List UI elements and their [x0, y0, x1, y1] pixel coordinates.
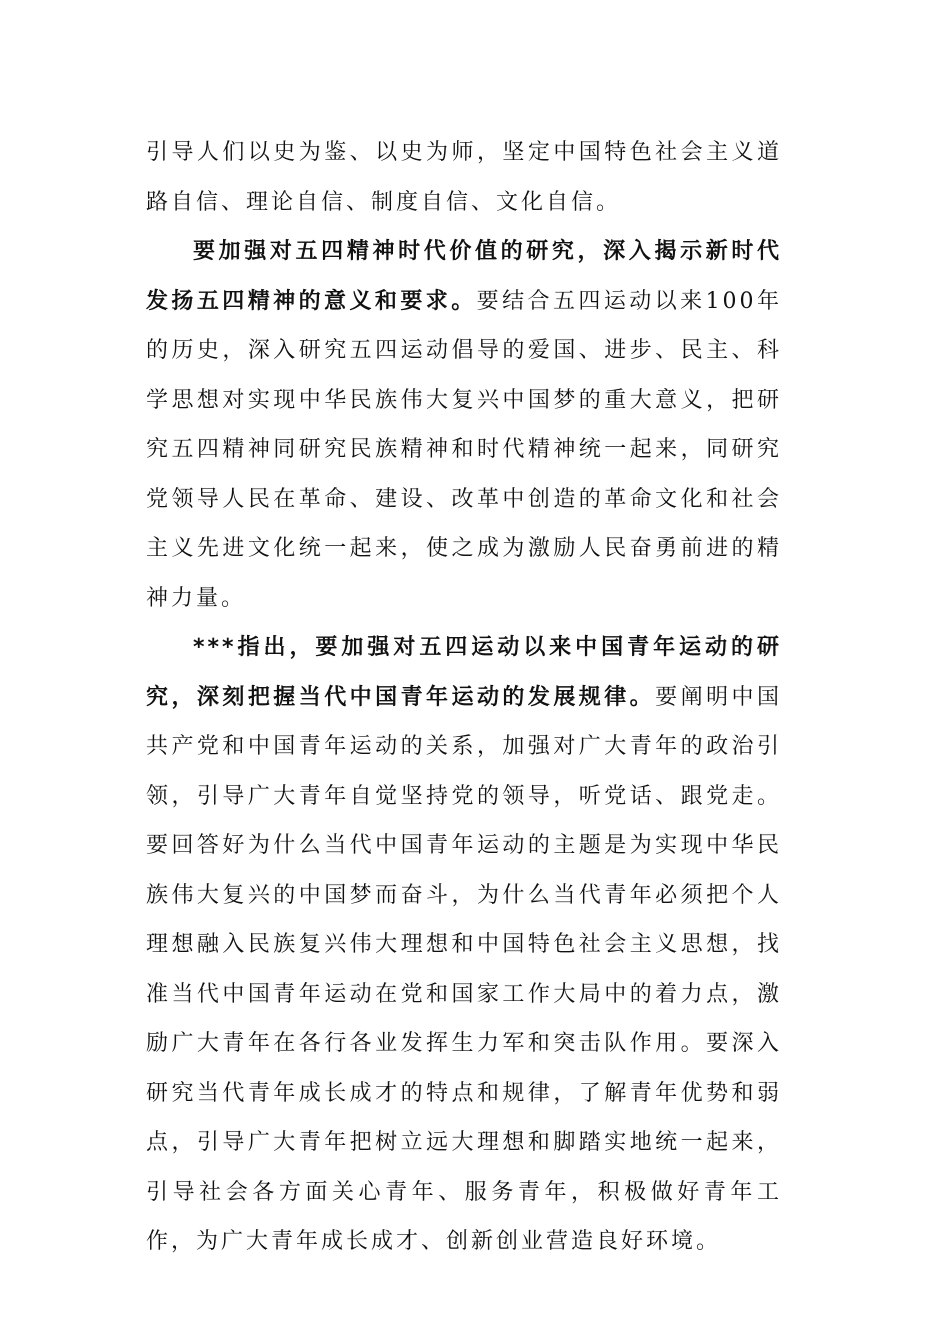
paragraph-3-bold-lead: ***指出，要加强对五四运动以来中国青年运动的研究，深刻把握当代中国青年运动的发展规律。	[146, 635, 782, 710]
paragraph-2-text: 要结合五四运动以来100年的历史，深入研究五四运动倡导的爱国、进步、民主、科学思想对实现中华民族伟大复兴中国梦的重大意义，把研究五四精神同研究民族精神和时代精神统一起来，同研究党领导人民在革命、建设、改革中创造的革命文化和社会主义先进文化统一起来，使之成为激励人民奋勇前进的精神力量。	[146, 288, 782, 611]
paragraph-2	[146, 227, 782, 623]
paragraph-3-text: 要阐明中国共产党和中国青年运动的关系，加强对广大青年的政治引领，引导广大青年自觉坚持党的领导，听党话、跟党走。要回答好为什么当代中国青年运动的主题是为实现中华民族伟大复兴的中国梦而奋斗，为什么当代青年必须把个人理想融入民族复兴伟大理想和中国特色社会主义思想，找准当代中国青年运动在党和国家工作大局中的着力点，激励广大青年在各行各业发挥生力军和突击队作用。要深入研究当代青年成长成才的特点和规律，了解青年优势和弱点，引导广大青年把树立远大理想和脚踏实地统一起来，引导社会各方面关心青年、服务青年，积极做好青年工作，为广大青年成长成才、创新创业营造良好环境。	[146, 684, 782, 1254]
document-body	[146, 128, 782, 1267]
paragraph-1-text: 引导人们以史为鉴、以史为师，坚定中国特色社会主义道路自信、理论自信、制度自信、文化自信。	[146, 140, 782, 215]
paragraph-1	[146, 128, 782, 227]
paragraph-3	[146, 623, 782, 1267]
paragraph-2-bold-lead: 要加强对五四精神时代价值的研究，深入揭示新时代发扬五四精神的意义和要求。	[146, 239, 782, 314]
